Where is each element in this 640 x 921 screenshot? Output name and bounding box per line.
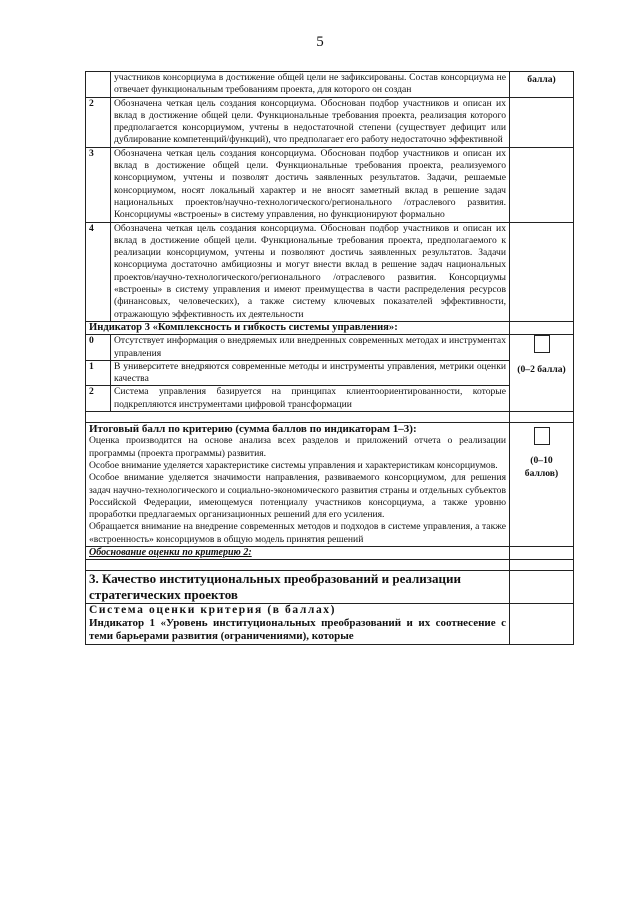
level-text: В университете внедряются современные методы и инструменты управления, метрики оценки качества: [111, 360, 510, 386]
total-block: [86, 423, 510, 547]
score-cell: [510, 412, 574, 423]
level-text: Обозначена четкая цель создания консорциума. Обоснован подбор участников и описан их вклад в достижение общей цели. Функциональные требования проекта, реализуемого консорциумом, учтены и позволят достичь заявленных результатов. Задачи, решаемые консорциумом, носят локальный характер и не вносят заметный вклад в решение задач национальных проектов/научно-технологического/регионального /отраслевого развития. Консорциумы «встроены» в систему управления, но функционируют формально: [111, 147, 510, 222]
table-row: [86, 360, 574, 386]
score-cell: [510, 571, 574, 604]
level-number: 2: [86, 97, 111, 147]
level-number: 4: [86, 222, 111, 321]
table-row: [86, 321, 574, 334]
score-cell: [510, 222, 574, 321]
table-row: [86, 423, 574, 547]
level-text: Обозначена четкая цель создания консорциума. Обоснован подбор участников и описан их вклад в достижение общей цели. Функциональные требования проекта, предполагаемого к реализации консорциумом, учтены и позволяют достичь заявленных результатов. Задачи консорциума достаточно амбициозны и могут внести вклад в решение задач национальных проектов/научно-технологического/регионального /отраслевого развития. Консорциумы «встроены» в систему управления и имеют преимущества в части распределения ресурсов (финансовых, человеческих), а также систему ключевых показателей эффективности, отражающую эффективность их деятельности: [111, 222, 510, 321]
table-row: [86, 571, 574, 604]
score-cell: [510, 560, 574, 571]
total-paragraph: Особое внимание уделяется значимости направления, развиваемого консорциумом, для решения задач научно-технологического и социально-экономического развития страны и отдельных субъектов Российской Федерации, имеющемуся потенциалу участников консорциума, а также уровню проработки предлагаемых организационных решений для его усиления.: [89, 472, 506, 521]
section-3-title: 3. Качество институциональных преобразований и реализации стратегических проектов: [86, 571, 510, 604]
score-range: (0–2 балла): [517, 363, 566, 375]
table-row: [86, 546, 574, 559]
level-number: 2: [86, 386, 111, 412]
table-row: [86, 560, 574, 571]
spacer-row: [86, 412, 510, 423]
total-paragraph: Обращается внимание на внедрение современных методов и подходов в системе управления, а также «встроенность» консорциумов в общую модель принятия решений: [89, 521, 506, 545]
indicator-1-title: Индикатор 1 «Уровень институциональных преобразований и их соотнесение с теми барьерами развития (ограничениями), которые: [89, 616, 506, 643]
score-cell: [510, 97, 574, 147]
level-text: Отсутствует информация о внедряемых или внедренных современных методах и инструментах управления: [111, 335, 510, 361]
level-text: участников консорциума в достижение общей цели не зафиксированы. Состав консорциума не отвечает функциональным требованиям проекта, для которого он создан: [111, 72, 510, 98]
score-cell: [510, 321, 574, 334]
level-number: 0: [86, 335, 111, 361]
level-text: Система управления базируется на принципах клиентоориентированности, которые подкрепляются инструментами цифровой трансформации: [111, 386, 510, 412]
page-number: 5: [316, 34, 324, 50]
total-score: [510, 423, 574, 547]
criteria-table: [85, 71, 574, 645]
table-row: [86, 72, 574, 98]
spacer-row: [86, 560, 510, 571]
score-cell: [510, 147, 574, 222]
system-block: [86, 604, 510, 644]
score-range: балла): [510, 72, 574, 98]
score-checkbox[interactable]: [534, 427, 550, 445]
indicator-3-title: Индикатор 3 «Комплексность и гибкость системы управления»:: [86, 321, 510, 334]
level-text: Обозначена четкая цель создания консорциума. Обоснован подбор участников и описан их вклад в достижение общей цели. Функциональные требования проекта, реализация которого предполагается консорциумом, учтены в недостаточной степени (существует дефицит или дублирование компетенций/функций), что предполагает его работу недостаточно эффективной: [111, 97, 510, 147]
table-row: [86, 604, 574, 644]
score-cell: [510, 604, 574, 644]
table-row: [86, 386, 574, 412]
score-cell: [510, 546, 574, 559]
table-row: [86, 97, 574, 147]
table-row: [86, 147, 574, 222]
total-paragraph: Особое внимание уделяется характеристике системы управления и характеристикам консорциумов.: [89, 459, 498, 471]
system-title: Система оценки критерия (в баллах): [89, 604, 337, 617]
table-row: [86, 222, 574, 321]
table-row: [86, 335, 574, 361]
level-number: [86, 72, 111, 98]
score-range: (0–10 баллов): [524, 455, 559, 479]
level-number: 3: [86, 147, 111, 222]
level-number: 1: [86, 360, 111, 386]
basis-label: Обоснование оценки по критерию 2:: [86, 546, 510, 559]
score-checkbox[interactable]: [534, 335, 550, 353]
total-paragraph: Оценка производится на основе анализа всех разделов и приложений отчета о реализации программы (проекта программы) развития.: [89, 435, 506, 459]
table-row: [86, 412, 574, 423]
indicator-3-score: [510, 335, 574, 412]
total-title: Итоговый балл по критерию (сумма баллов по индикаторам 1–3):: [89, 423, 417, 436]
